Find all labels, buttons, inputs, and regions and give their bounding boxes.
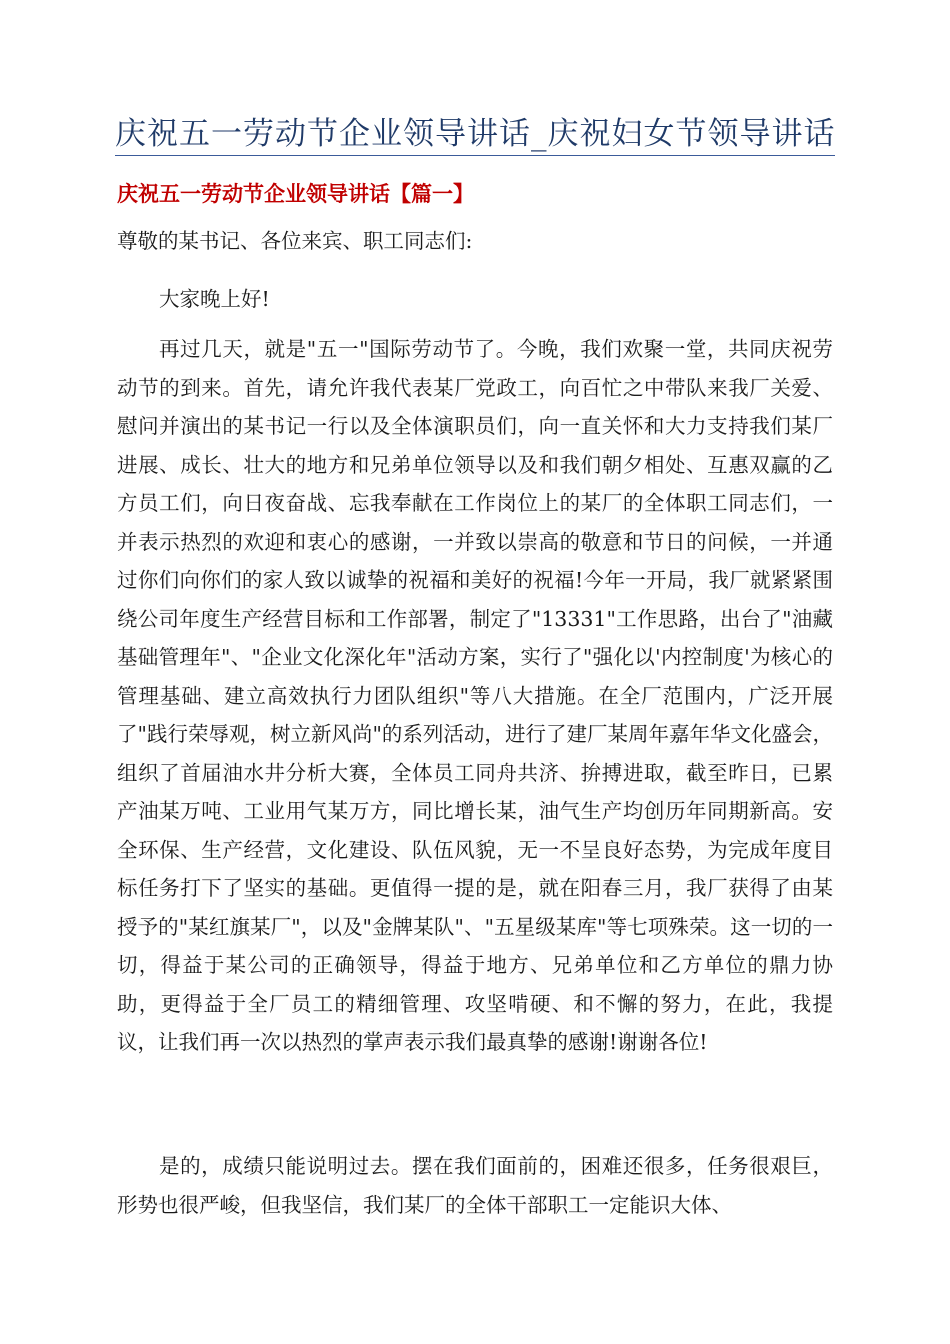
section-heading: 庆祝五一劳动节企业领导讲话【篇一】 [117, 182, 474, 206]
body-paragraph: 再过几天，就是"五一"国际劳动节了。今晚，我们欢聚一堂，共同庆祝劳动节的到来。首先，请允许我代表某厂党政工，向百忙之中带队来我厂关爱、慰问并演出的某书记一行以及全体演职员们，向一直关怀和大力支持我们某厂进展、成长、壮大的地方和兄弟单位领导以及和我们朝夕相处、互惠双赢的乙方员工们，向日夜奋战、忘我奉献在工作岗位上的某厂的全体职工同志们，一并表示热烈的欢迎和衷心的感谢，一并致以崇高的敬意和节日的问候，一并通过你们向你们的家人致以诚挚的祝福和美好的祝福!今年一开局，我厂就紧紧围绕公司年度生产经营目标和工作部署，制定了"13331"工作思路，出台了"油藏基础管理年"、"企业文化深化年"活动方案，实行了"强化以'内控制度'为核心的管理基础、建立高效执行力团队组织"等八大措施。在全厂范围内，广泛开展了"践行荣辱观，树立新风尚"的系列活动，进行了建厂某周年嘉年华文化盛会，组织了首届油水井分析大赛，全体员工同舟共济、拚搏进取，截至昨日，已累产油某万吨、工业用气某万方，同比增长某，油气生产均创历年同期新高。安全环保、生产经营，文化建设、队伍风貌，无一不呈良好态势，为完成年度目标任务打下了坚实的基础。更值得一提的是，就在阳春三月，我厂获得了由某授予的"某红旗某厂"，以及"金牌某队"、"五星级某库"等七项殊荣。这一切的一切，得益于某公司的正确领导，得益于地方、兄弟单位和乙方单位的鼎力协助，更得益于全厂员工的精细管理、攻坚啃硬、和不懈的努力，在此，我提议，让我们再一次以热烈的掌声表示我们最真挚的感谢!谢谢各位! [117, 337, 833, 1054]
document-title: 庆祝五一劳动节企业领导讲话_庆祝妇女节领导讲话 [115, 116, 836, 152]
greeting: 大家晚上好! [159, 287, 270, 311]
title-underline [115, 155, 835, 156]
salutation: 尊敬的某书记、各位来宾、职工同志们: [117, 229, 473, 253]
body-paragraph: 是的，成绩只能说明过去。摆在我们面前的，困难还很多，任务很艰巨，形势也很严峻，但我坚信，我们某厂的全体干部职工一定能识大体、 [117, 1154, 833, 1217]
